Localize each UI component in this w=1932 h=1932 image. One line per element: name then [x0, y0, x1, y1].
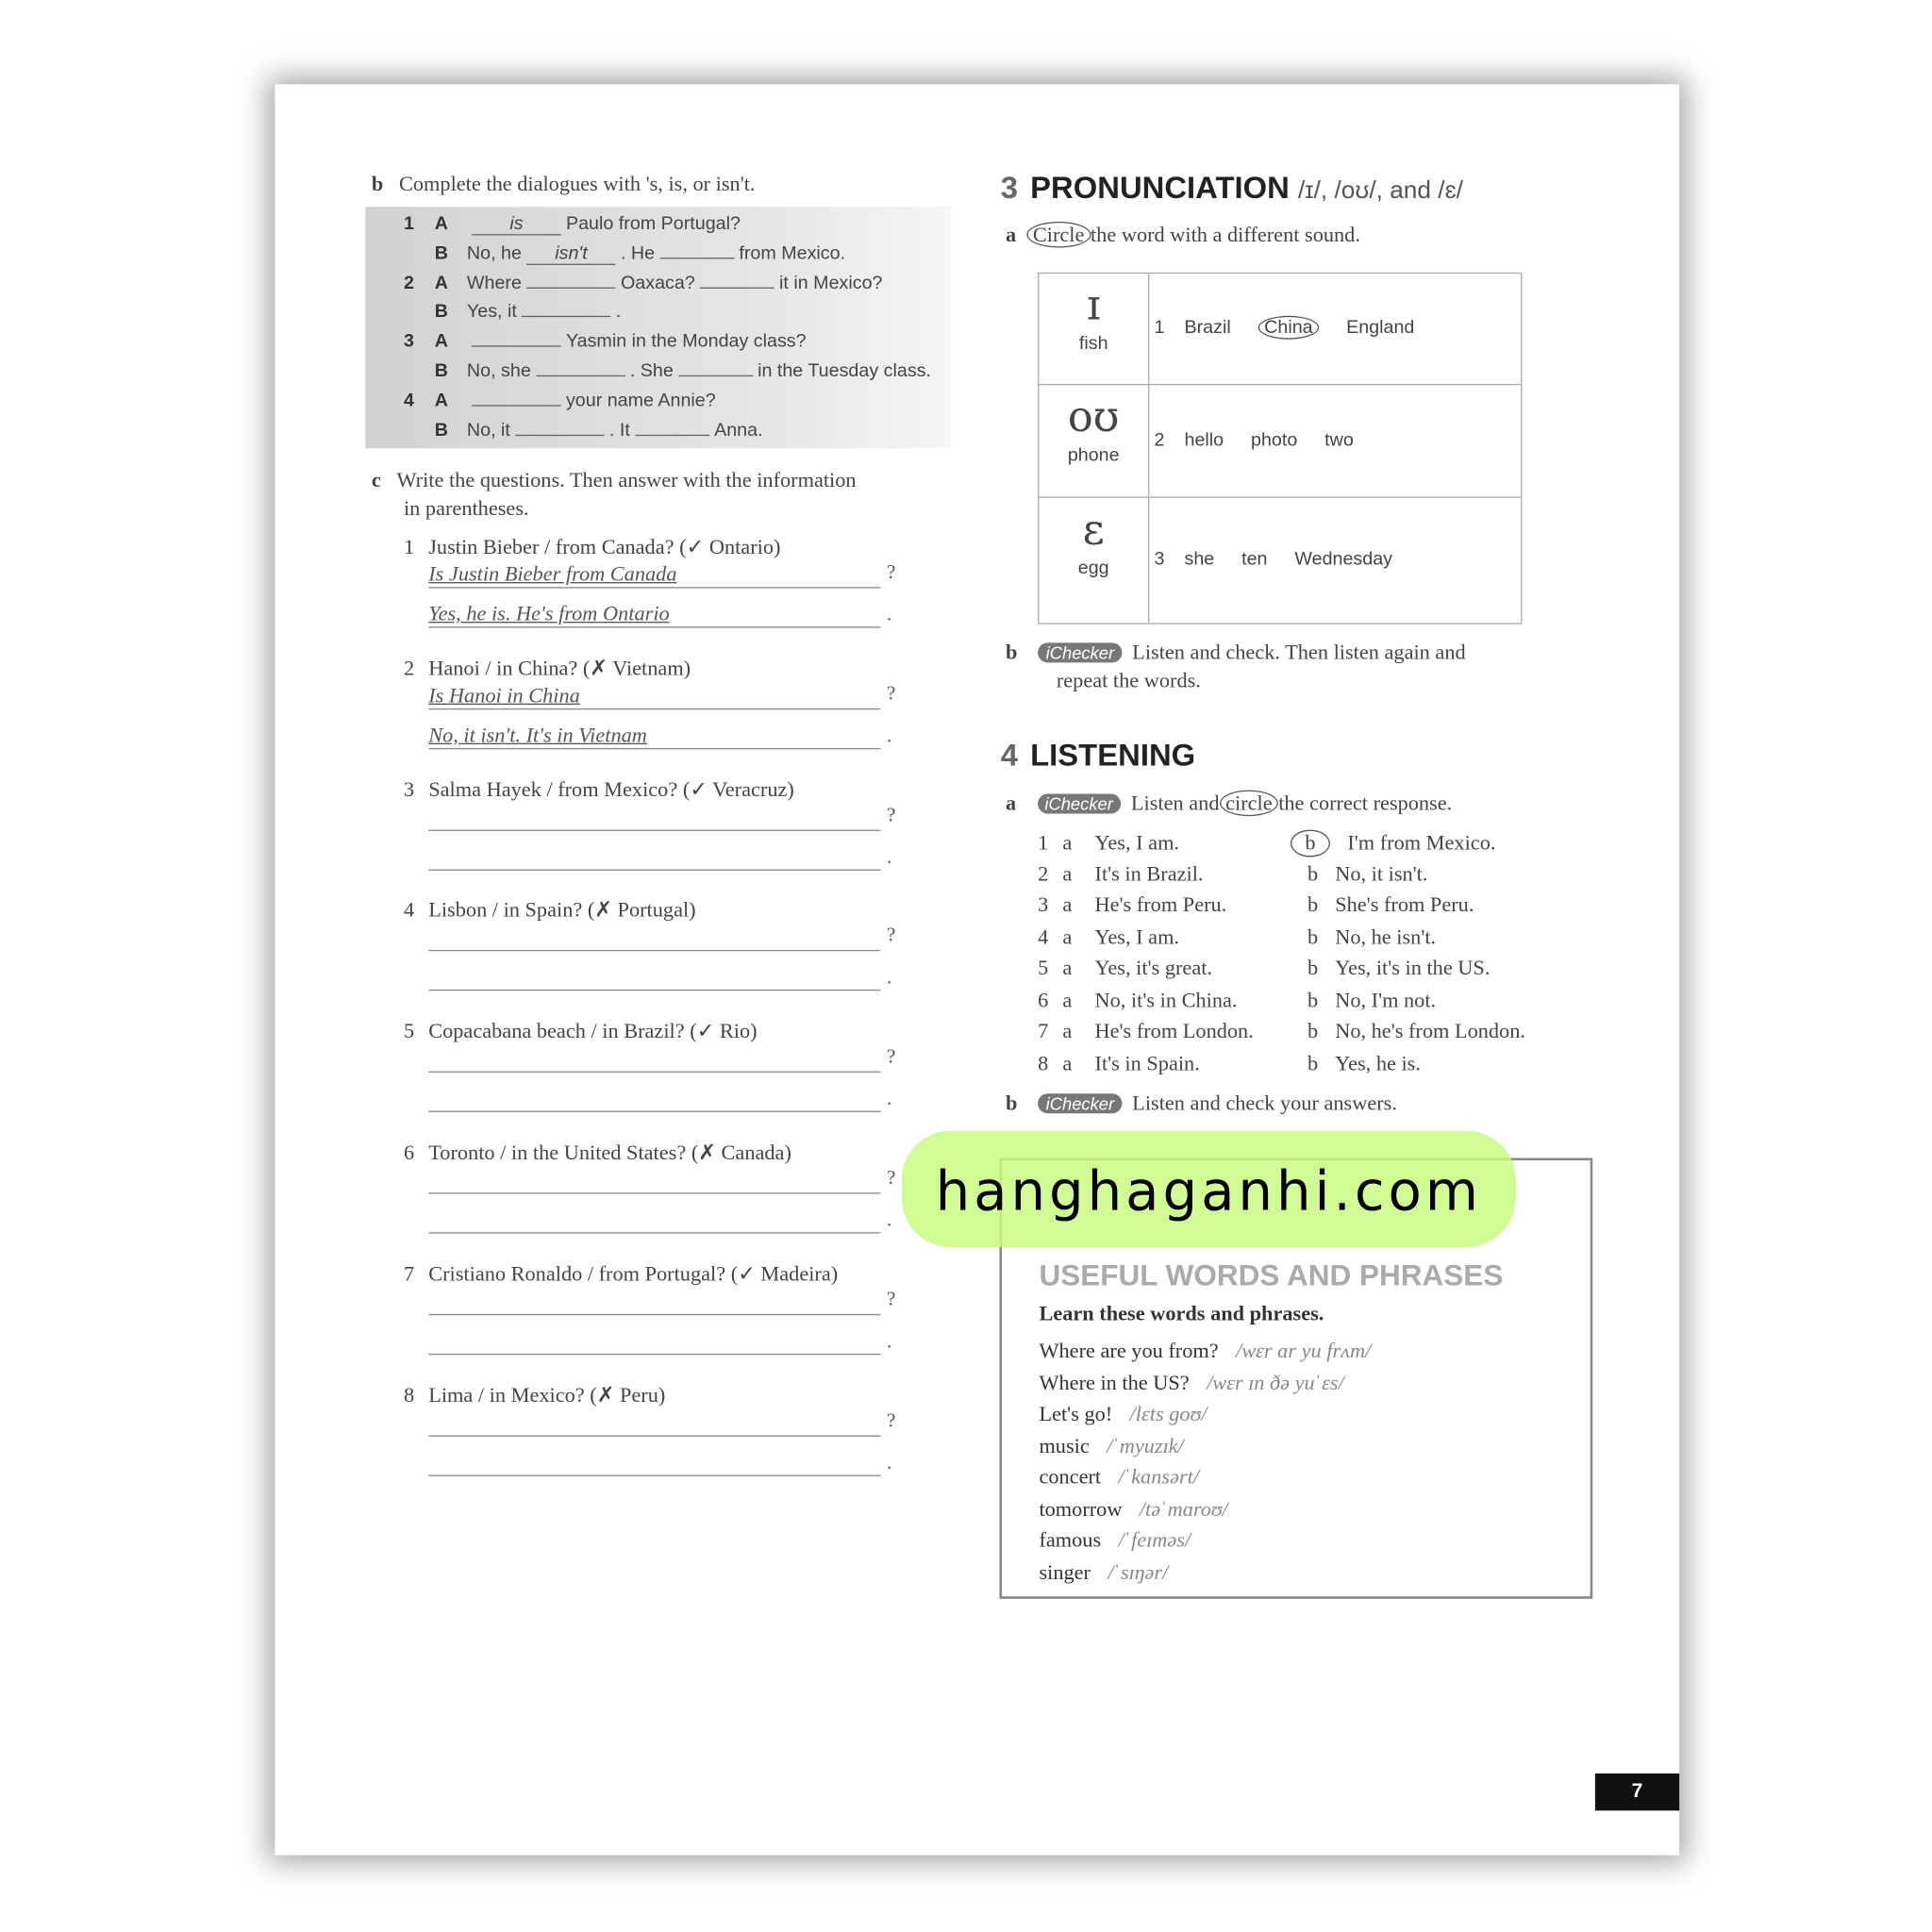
item-number: 8 [403, 1382, 415, 1407]
vocab-item [1039, 1371, 1343, 1395]
vocab-phonetic: /ˈsɪŋər/ [1108, 1559, 1169, 1584]
vocab-phonetic: /wɛr ɪn ðə yuˈɛs/ [1207, 1370, 1344, 1394]
ichecker-badge: iChecker [1039, 1093, 1122, 1113]
dialogue-line [404, 242, 845, 265]
answer-line [428, 844, 880, 871]
section-title: LISTENING [1030, 738, 1196, 774]
picture-word: egg [1077, 557, 1109, 579]
text: . She [629, 360, 674, 382]
vocab-word: Let's go! [1039, 1402, 1113, 1426]
period: . [886, 1330, 892, 1353]
page-number: 7 [1595, 1774, 1679, 1810]
item-number: 7 [403, 1261, 415, 1286]
vocab-word: concert [1039, 1465, 1102, 1489]
row-number: 2 [1154, 428, 1165, 451]
answer-line [428, 1208, 880, 1234]
option-letter: b [1307, 892, 1319, 917]
question-mark: ? [886, 804, 896, 826]
answer-line [428, 965, 880, 991]
text: from Mexico. [739, 242, 846, 264]
word-option: Wednesday [1294, 547, 1393, 570]
item-number: 2 [403, 656, 415, 680]
question-mark: ? [886, 1046, 896, 1068]
period: . [886, 1089, 892, 1110]
question-prompt [404, 657, 691, 681]
line-number: 4 [403, 390, 414, 411]
vocab-word: famous [1039, 1527, 1102, 1552]
pronunciation-row [1039, 496, 1521, 623]
item-letter: b [1005, 640, 1018, 664]
word-option: ten [1241, 547, 1268, 570]
vocab-item [1039, 1402, 1207, 1426]
speaker: B [434, 301, 449, 323]
question-prompt [404, 898, 696, 923]
vocab-item [1039, 1465, 1199, 1490]
word-option: England [1346, 316, 1415, 338]
dialogue-line [404, 390, 721, 410]
option-letter: a [1062, 1050, 1073, 1074]
speaker: B [434, 360, 449, 382]
answer-blank [515, 434, 605, 435]
dialogue-line [404, 272, 883, 292]
question-mark: ? [886, 925, 896, 947]
answer-blank: isn't [526, 242, 616, 265]
item-number: 8 [1038, 1050, 1049, 1074]
answer-blank [536, 375, 625, 376]
answer-blank [678, 375, 753, 376]
option-letter: b [1291, 830, 1330, 858]
answer-line: No, it isn't. It's in Vietnam [428, 723, 880, 749]
question-mark: ? [886, 1167, 896, 1190]
text: Paulo from Portugal? [565, 212, 741, 235]
option-letter: b [1307, 861, 1319, 885]
item-letter: b [371, 172, 384, 196]
item-number: 1 [403, 535, 415, 559]
speaker: A [434, 272, 449, 293]
pronunciation-table [1038, 273, 1522, 625]
response-row [1038, 893, 1474, 918]
vocab-phonetic: /lɛts goʊ/ [1129, 1402, 1208, 1426]
word-option: she [1184, 547, 1215, 570]
word-option: hello [1184, 428, 1224, 451]
question-prompt [404, 1261, 838, 1286]
item-number: 7 [1038, 1019, 1049, 1043]
answer-blank [522, 316, 611, 317]
text: in the Tuesday class. [758, 360, 931, 382]
question-prompt [404, 777, 794, 802]
question-prompt [404, 1383, 665, 1407]
vocab-word: Where in the US? [1039, 1370, 1190, 1394]
dialogue-line [404, 420, 763, 441]
item-letter: a [1005, 791, 1017, 815]
answer-blank [526, 287, 616, 288]
vocab-word: Where are you from? [1039, 1339, 1219, 1363]
word-option: two [1324, 428, 1354, 451]
text: Anna. [714, 419, 763, 441]
speaker: B [434, 242, 449, 264]
option-b: No, it isn't. [1335, 861, 1428, 885]
picture-cell [1039, 498, 1149, 624]
picture-cell [1039, 385, 1149, 497]
vocab-item [1039, 1559, 1168, 1584]
text: Where [466, 272, 522, 293]
instruction-text: Complete the dialogues with 's, is, or isn't. [399, 172, 756, 196]
prompt-text: Lisbon / in Spain? (✗ Portugal) [428, 898, 696, 923]
item-number: 4 [403, 898, 415, 923]
item-number: 5 [403, 1019, 415, 1043]
response-row [1038, 924, 1436, 949]
option-letter: a [1062, 956, 1073, 980]
period: . [886, 967, 892, 990]
item-number: 6 [1038, 987, 1049, 1011]
question-answer-line [428, 1410, 880, 1437]
word-options [1155, 316, 1442, 337]
option-b: I'm from Mexico. [1347, 830, 1496, 855]
speaker: A [434, 330, 449, 353]
question-answer-line [428, 805, 880, 831]
question-mark: ? [886, 683, 896, 705]
item-number: 5 [1038, 956, 1049, 980]
prompt-text: Lima / in Mexico? (✗ Peru) [428, 1382, 666, 1407]
prompt-text: Toronto / in the United States? (✗ Canada) [428, 1141, 791, 1165]
dialogue-line [404, 331, 811, 352]
option-a: It's in Brazil. [1094, 861, 1204, 885]
circle-word: circle [1220, 791, 1279, 817]
instruction-text: Listen and check your answers. [1132, 1091, 1397, 1115]
section-sounds: /ɪ/, /oʊ/, and /ɛ/ [1297, 176, 1463, 205]
answer-blank [472, 346, 561, 347]
option-letter: b [1307, 924, 1319, 948]
pronunciation-row [1039, 274, 1521, 384]
word-options [1155, 429, 1381, 450]
option-letter: b [1307, 987, 1319, 1011]
pronunciation-row [1039, 384, 1521, 498]
listen-a-instruction [1006, 791, 1452, 816]
section-title: PRONUNCIATION [1030, 171, 1290, 206]
option-letter: b [1307, 956, 1319, 980]
text: your name Annie? [565, 390, 716, 411]
vocab-item [1039, 1528, 1191, 1553]
option-b: No, I'm not. [1335, 987, 1437, 1011]
instruction-text: Write the questions. Then answer with the information [396, 468, 857, 492]
prompt-text: Hanoi / in China? (✗ Vietnam) [428, 656, 691, 680]
sound-symbol-icon: oʊ [1067, 392, 1120, 442]
picture-cell [1039, 274, 1149, 384]
question-answer-line [428, 1168, 880, 1194]
item-number: 1 [1038, 830, 1049, 855]
question-mark: ? [886, 1409, 896, 1432]
answer-line [428, 1328, 880, 1355]
period: . [886, 846, 892, 868]
vocab-title: USEFUL WORDS AND PHRASES [1039, 1259, 1504, 1293]
ichecker-badge: iChecker [1037, 794, 1120, 814]
option-letter: a [1062, 1019, 1073, 1043]
option-a: Yes, I am. [1094, 924, 1180, 948]
line-number: 2 [403, 272, 414, 293]
text: No, he [466, 242, 522, 264]
vocab-subtitle: Learn these words and phrases. [1039, 1301, 1324, 1325]
instruction-text: Listen and [1130, 791, 1220, 815]
dialogue-line [404, 360, 931, 381]
question-mark: ? [886, 562, 896, 584]
answer-line: Yes, he is. He's from Ontario [428, 602, 880, 628]
option-letter: b [1307, 1050, 1319, 1074]
option-a: No, it's in China. [1094, 987, 1238, 1011]
text: Oaxaca? [620, 272, 695, 293]
option-letter: a [1062, 892, 1073, 917]
prompt-text: Cristiano Ronaldo / from Portugal? (✓ Madeira) [428, 1261, 839, 1286]
section-number: 4 [1000, 738, 1018, 774]
instruction-text: Listen and check. Then listen again and [1132, 640, 1466, 664]
item-number: 3 [1038, 892, 1049, 917]
ichecker-badge: iChecker [1039, 642, 1122, 662]
answer-blank [700, 287, 774, 288]
question-answer-line: Is Hanoi in China [428, 683, 880, 709]
prompt-text: Justin Bieber / from Canada? (✓ Ontario) [428, 535, 781, 559]
option-b: No, he's from London. [1335, 1019, 1525, 1043]
period: . [886, 1209, 892, 1231]
text: No, it [466, 419, 510, 441]
instruction-text: the word with a different sound. [1090, 223, 1360, 247]
vocab-phonetic: /wɛr ɑr yu frʌm/ [1236, 1339, 1372, 1363]
option-letter: a [1062, 830, 1073, 855]
instruction-text-2: in parentheses. [403, 496, 529, 521]
item-letter: c [371, 468, 381, 492]
question-answer-line: Is Justin Bieber from Canada [428, 562, 880, 589]
response-row [1038, 861, 1427, 886]
question-prompt [404, 1141, 791, 1165]
vocab-phonetic: /təˈmɑroʊ/ [1139, 1496, 1228, 1521]
option-b: She's from Peru. [1335, 892, 1474, 917]
row-number: 3 [1154, 547, 1165, 570]
option-letter: a [1062, 861, 1073, 885]
section-c-instruction [372, 468, 857, 492]
watermark: hanghaganhi.com [902, 1131, 1516, 1247]
answer-blank [472, 405, 561, 406]
dialogue-line [404, 213, 745, 236]
line-number: 3 [403, 330, 414, 353]
item-number: 2 [1038, 861, 1049, 885]
answer-line [428, 1450, 880, 1476]
text: it in Mexico? [779, 272, 883, 293]
pron-b-instruction [1006, 641, 1466, 665]
vocab-word: tomorrow [1039, 1496, 1123, 1521]
response-row [1038, 956, 1490, 980]
sound-symbol-icon: ɪ [1087, 281, 1101, 331]
text: Yasmin in the Monday class? [565, 330, 807, 353]
question-answer-line [428, 925, 880, 952]
response-row [1038, 1051, 1421, 1075]
circle-word: Circle [1026, 222, 1091, 248]
response-row [1038, 830, 1495, 858]
response-row [1038, 988, 1436, 1012]
option-a: He's from Peru. [1094, 892, 1227, 917]
speaker: B [434, 419, 449, 441]
option-b: No, he isn't. [1335, 924, 1437, 948]
option-b: Yes, it's in the US. [1335, 956, 1491, 980]
dialogue-line [404, 302, 626, 323]
section-b-instruction [372, 172, 756, 196]
text: . It [608, 419, 630, 441]
option-a: It's in Spain. [1094, 1050, 1200, 1074]
instruction-text-2: repeat the words. [1056, 668, 1201, 692]
question-answer-line [428, 1047, 880, 1074]
item-number: 6 [403, 1141, 415, 1165]
vocab-phonetic: /ˈmyuzɪk/ [1107, 1433, 1184, 1457]
response-row [1038, 1019, 1525, 1043]
text: . He [620, 242, 656, 264]
question-prompt [404, 535, 780, 559]
vocab-item [1039, 1434, 1183, 1458]
vocab-phonetic: /ˈkɑnsərt/ [1118, 1465, 1200, 1489]
option-letter: b [1307, 1019, 1319, 1043]
word-option: photo [1250, 428, 1298, 451]
pron-a-instruction [1006, 223, 1360, 247]
period: . [886, 604, 892, 625]
prompt-text: Copacabana beach / in Brazil? (✓ Rio) [428, 1019, 758, 1043]
item-letter: a [1005, 223, 1017, 247]
listen-b-instruction [1006, 1091, 1397, 1116]
item-letter: b [1005, 1091, 1018, 1115]
speaker: A [434, 212, 449, 235]
option-b: Yes, he is. [1335, 1050, 1421, 1074]
section-number: 3 [1000, 171, 1018, 206]
option-letter: a [1062, 987, 1073, 1011]
word-options [1155, 548, 1420, 569]
text: No, she [466, 360, 531, 382]
period: . [886, 725, 892, 747]
vocab-phonetic: /ˈfeɪməs/ [1118, 1527, 1191, 1552]
speaker: A [434, 390, 449, 411]
vocab-word: singer [1039, 1559, 1091, 1584]
period: . [886, 1452, 892, 1474]
word-option: China [1258, 315, 1320, 339]
vocab-item [1039, 1339, 1371, 1363]
picture-word: fish [1078, 333, 1108, 355]
answer-blank [635, 434, 709, 435]
prompt-text: Salma Hayek / from Mexico? (✓ Veracruz) [428, 776, 794, 801]
text: Yes, it [466, 301, 517, 323]
question-prompt [404, 1020, 758, 1044]
item-number: 3 [403, 776, 415, 801]
line-number: 1 [403, 212, 414, 235]
question-answer-line [428, 1289, 880, 1315]
picture-word: phone [1067, 444, 1120, 466]
vocab-item [1039, 1497, 1227, 1522]
pronunciation-heading [1001, 171, 1463, 207]
option-a: Yes, it's great. [1094, 956, 1213, 980]
sound-symbol-icon: ɛ [1082, 505, 1105, 556]
answer-blank: is [472, 213, 561, 236]
vocab-word: music [1039, 1433, 1090, 1457]
item-number: 4 [1038, 924, 1049, 948]
question-mark: ? [886, 1289, 896, 1310]
listening-heading [1001, 738, 1195, 774]
option-a: He's from London. [1094, 1019, 1254, 1043]
word-option: Brazil [1184, 316, 1231, 338]
instruction-text: the correct response. [1278, 791, 1453, 815]
option-letter: a [1062, 924, 1073, 948]
answer-line [428, 1087, 880, 1113]
option-a: Yes, I am. [1094, 830, 1180, 855]
text: . [615, 301, 622, 323]
row-number: 1 [1154, 316, 1165, 338]
